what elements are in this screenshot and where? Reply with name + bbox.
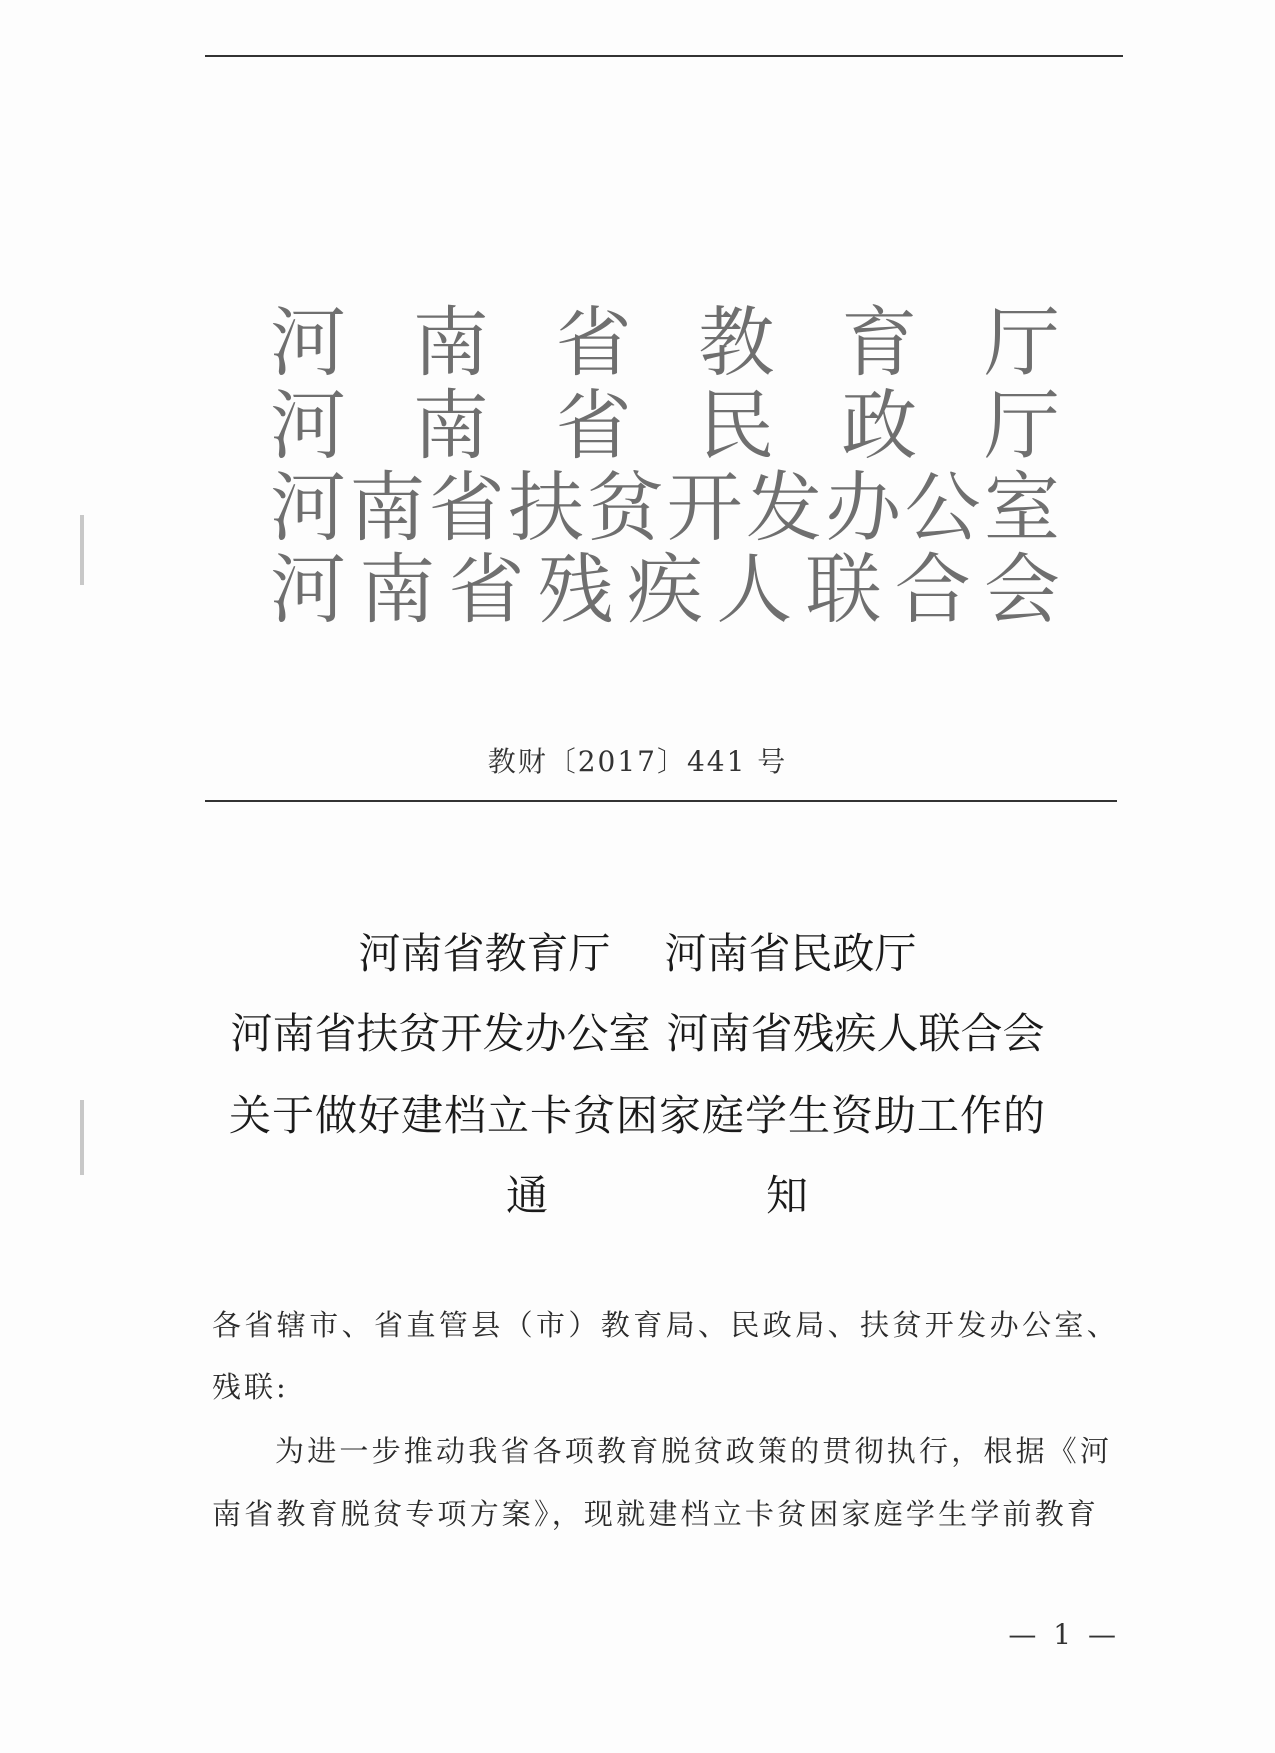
body-paragraph-line-1: 为进一步推动我省各项教育脱贫政策的贯彻执行，根据《河 [275, 1434, 1113, 1468]
agency-char: 省 [448, 545, 525, 634]
agency-char: 残 [537, 545, 614, 634]
agency-char: 室 [983, 463, 1060, 552]
title-line-2 [0, 1009, 1275, 1058]
agency-char: 河 [270, 298, 346, 387]
title-line-3: 关于做好建档立卡贫困家庭学生资助工作的 [228, 1091, 1046, 1140]
agency-disabled-persons-federation [270, 545, 1060, 634]
page-number: — 1 — [1008, 1618, 1120, 1651]
agency-char: 民 [698, 381, 775, 470]
agency-char: 政 [841, 381, 918, 470]
agency-char: 合 [894, 545, 971, 634]
agency-char: 疾 [627, 545, 703, 634]
agency-char: 育 [841, 298, 918, 387]
agency-char: 南 [412, 298, 489, 387]
title-agency-civil-affairs: 河南省民政厅 [664, 929, 917, 978]
agency-char: 河 [270, 545, 346, 634]
agency-char: 河 [270, 381, 346, 470]
agency-char: 南 [412, 381, 489, 470]
agency-char: 河 [270, 463, 346, 552]
agency-char: 会 [984, 545, 1060, 634]
agency-char: 发 [745, 463, 822, 552]
body-addressee-line-2: 残联: [212, 1370, 289, 1404]
title-agency-poverty: 河南省扶贫开发办公室 [230, 1009, 651, 1058]
agency-char: 厅 [983, 298, 1060, 387]
title-notice-char-1: 通 [506, 1171, 549, 1220]
agency-char: 教 [698, 298, 775, 387]
document-number: 教财〔2017〕441 号 [487, 745, 788, 778]
title-agency-education: 河南省教育厅 [358, 929, 611, 978]
agency-char: 开 [666, 463, 743, 552]
agency-char: 省 [555, 381, 632, 470]
binding-hole-mark [80, 515, 84, 585]
agency-char: 联 [805, 545, 882, 634]
body-addressee-line-1: 各省辖市、省直管县（市）教育局、民政局、扶贫开发办公室、 [212, 1308, 1120, 1342]
title-agency-disabled: 河南省残疾人联合会 [666, 1009, 1045, 1058]
body-paragraph-line-2: 南省教育脱贫专项方案》，现就建档立卡贫困家庭学生学前教育 [212, 1497, 1100, 1531]
agency-char: 扶 [507, 463, 584, 552]
agency-education-dept [270, 298, 1060, 387]
agency-char: 办 [825, 463, 902, 552]
agency-poverty-alleviation-office [270, 463, 1060, 552]
agency-char: 南 [349, 463, 426, 552]
agency-char: 贫 [587, 463, 664, 552]
separator-rule [205, 800, 1117, 802]
agency-char: 南 [359, 545, 436, 634]
agency-char: 省 [428, 463, 505, 552]
title-notice-char-2: 知 [766, 1171, 809, 1220]
agency-char: 省 [555, 298, 632, 387]
top-rule [205, 55, 1123, 57]
agency-civil-affairs-dept [270, 381, 1060, 470]
agency-char: 厅 [983, 381, 1060, 470]
title-line-1 [0, 929, 1275, 978]
agency-char: 人 [716, 545, 793, 634]
agency-char: 公 [904, 463, 981, 552]
binding-hole-mark [80, 1100, 84, 1175]
